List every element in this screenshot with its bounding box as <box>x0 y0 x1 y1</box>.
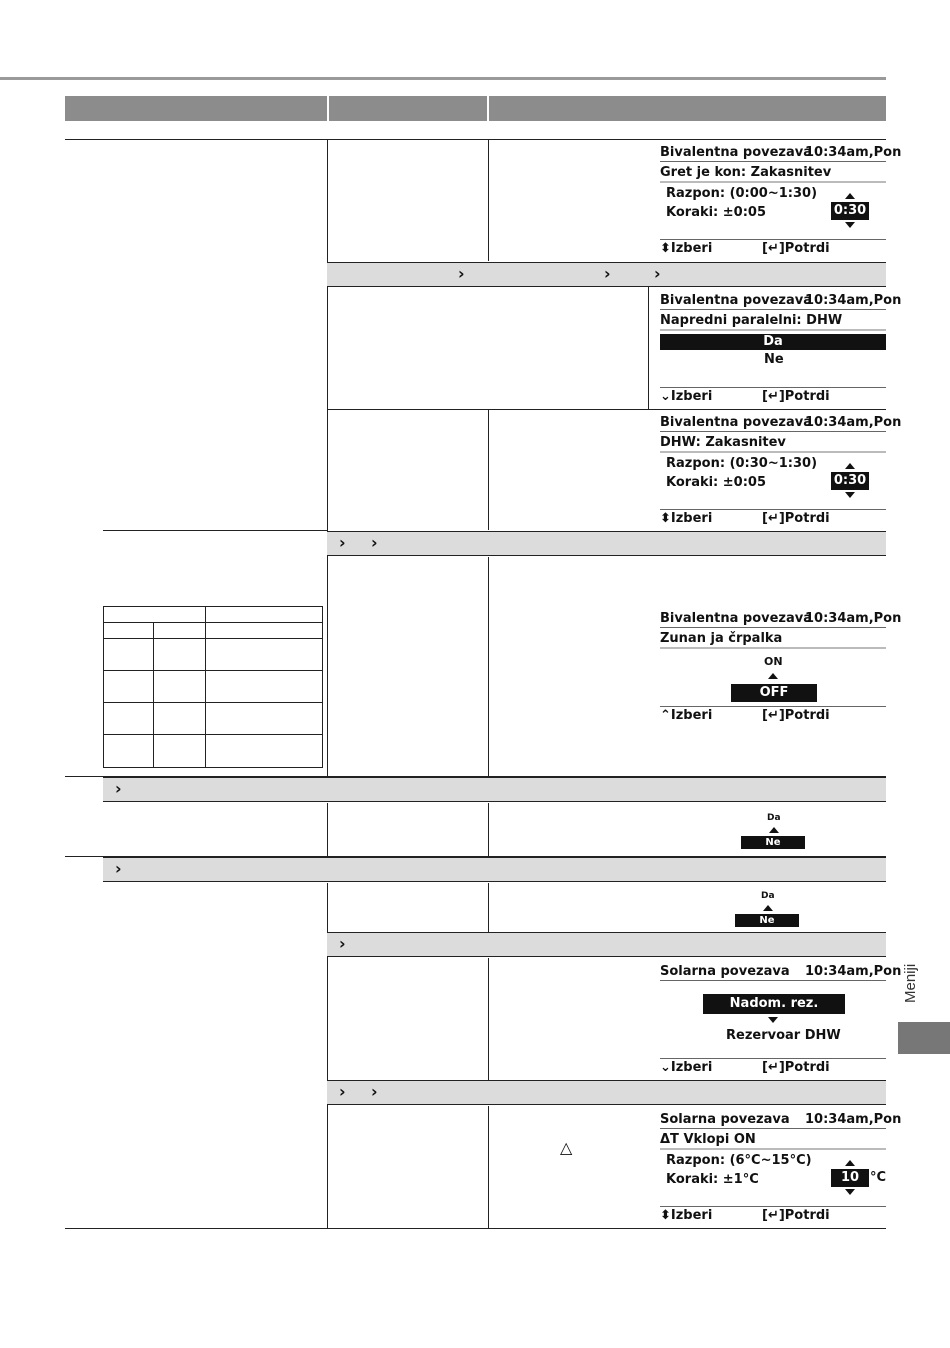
screen-time: 10:34am,Pon <box>805 293 902 308</box>
chevron-right-icon: › <box>371 1082 378 1101</box>
lcd-screen-dhw-zakasnitev <box>660 413 902 531</box>
row-divider <box>327 409 886 410</box>
screen-divider <box>660 161 886 162</box>
table-bottom-rule <box>65 1228 886 1229</box>
screen-subtitle: Napredni paralelni: DHW <box>660 313 843 328</box>
row-divider <box>65 139 886 140</box>
col-divider <box>488 557 489 776</box>
screen-divider <box>660 706 886 707</box>
screen-title: Bivalentna povezava <box>660 415 813 430</box>
step-text: Koraki: ±1°C <box>666 1172 759 1187</box>
confirm-label: [↵]Potrdi <box>762 708 830 723</box>
screen-divider <box>660 239 886 240</box>
value-box[interactable]: 10 <box>831 1169 869 1187</box>
lcd-screen-zunanja-crpalka <box>660 609 902 727</box>
confirm-label: [↵]Potrdi <box>762 241 830 256</box>
value-box[interactable]: 0:30 <box>831 472 869 490</box>
up-arrow-icon <box>768 673 778 679</box>
side-tab-label <box>898 965 950 1015</box>
option-selected[interactable]: Ne <box>741 836 805 849</box>
option-other[interactable]: Da <box>761 891 775 901</box>
table-header-col2 <box>329 96 487 121</box>
col-divider <box>327 139 328 776</box>
col-divider <box>488 883 489 932</box>
unit-label: °C <box>870 1170 887 1185</box>
triangle-symbol: △ <box>560 1138 573 1157</box>
table-header-col3 <box>489 96 886 121</box>
updown-arrow-icon: ⬍ <box>660 1208 671 1223</box>
screen-divider <box>660 431 886 432</box>
down-arrow-icon <box>768 1017 778 1023</box>
confirm-label: [↵]Potrdi <box>762 389 830 404</box>
screen-divider <box>660 1206 886 1207</box>
screen-title: Solarna povezava <box>660 1112 790 1127</box>
up-arrow-icon <box>769 827 779 833</box>
option-other[interactable]: ON <box>764 655 783 668</box>
range-text: Razpon: (0:30~1:30) <box>666 456 818 471</box>
table-header-col1 <box>65 96 327 121</box>
option-selected[interactable]: Ne <box>735 914 799 927</box>
screen-time: 10:34am,Pon <box>805 415 902 430</box>
up-arrow-icon <box>845 1160 855 1166</box>
row-divider <box>103 530 327 531</box>
col-divider <box>488 1106 489 1228</box>
select-label: Izberi <box>670 708 713 723</box>
screen-subtitle: Gret je kon: Zakasnitev <box>660 165 832 180</box>
confirm-label: [↵]Potrdi <box>762 1060 830 1075</box>
select-label: Izberi <box>670 1060 713 1075</box>
select-label: Izberi <box>670 511 713 526</box>
select-label: Izberi <box>670 241 713 256</box>
top-rule <box>0 77 886 80</box>
screen-divider <box>660 509 886 510</box>
updown-arrow-icon: ⬍ <box>660 511 671 526</box>
screen-divider <box>660 980 886 981</box>
down-arrow-icon: ⌄ <box>660 1060 671 1075</box>
inner-table <box>103 606 323 768</box>
screen-time: 10:34am,Pon <box>805 964 902 979</box>
col-divider <box>488 139 489 261</box>
select-footer <box>660 708 712 723</box>
screen-divider <box>660 1128 886 1129</box>
lcd-screen-delta-t-vklopi <box>660 1110 902 1228</box>
col-divider <box>488 803 489 856</box>
option-other[interactable]: Rezervoar DHW <box>726 1028 841 1043</box>
value-box[interactable]: 0:30 <box>831 202 869 220</box>
down-arrow-icon: ⌄ <box>660 389 671 404</box>
screen-subtitle: ΔT Vklopi ON <box>660 1132 756 1147</box>
chevron-right-icon: › <box>339 533 346 552</box>
screen-title: Bivalentna povezava <box>660 145 813 160</box>
up-arrow-icon: ⌃ <box>660 708 671 723</box>
option-selected[interactable]: Nadom. rez. <box>703 994 845 1014</box>
option-selected[interactable]: OFF <box>731 684 817 702</box>
screen-subtitle: DHW: Zakasnitev <box>660 435 786 450</box>
screen-time: 10:34am,Pon <box>805 145 902 160</box>
lcd-screen-solarna-izbira <box>660 962 902 1080</box>
confirm-label: [↵]Potrdi <box>762 511 830 526</box>
down-arrow-icon <box>845 1189 855 1195</box>
select-footer <box>660 1208 712 1223</box>
screen-time: 10:34am,Pon <box>805 611 902 626</box>
lcd-screen-napredni-paralelni <box>660 291 902 409</box>
select-label: Izberi <box>670 389 713 404</box>
chevron-right-icon: › <box>458 264 465 283</box>
option-other[interactable]: Ne <box>764 352 784 367</box>
side-tab-marker <box>898 1022 950 1054</box>
screen-divider <box>660 1148 886 1150</box>
updown-arrow-icon: ⬍ <box>660 241 671 256</box>
screen-time: 10:34am,Pon <box>805 1112 902 1127</box>
chevron-right-icon: › <box>371 533 378 552</box>
screen-title: Bivalentna povezava <box>660 611 813 626</box>
screen-divider <box>660 309 886 310</box>
chevron-right-icon: › <box>339 1082 346 1101</box>
col-divider <box>648 287 649 409</box>
option-other[interactable]: Da <box>767 813 781 823</box>
inner-table-line <box>103 702 322 703</box>
chevron-right-icon: › <box>115 859 122 878</box>
path-band <box>103 857 886 882</box>
col-divider <box>327 803 328 856</box>
range-text: Razpon: (0:00~1:30) <box>666 186 818 201</box>
range-text: Razpon: (6°C~15°C) <box>666 1153 812 1168</box>
inner-table-line <box>205 606 206 767</box>
option-selected[interactable]: Da <box>660 334 886 350</box>
screen-divider <box>660 329 886 331</box>
step-text: Koraki: ±0:05 <box>666 475 767 490</box>
screen-divider <box>660 627 886 628</box>
screen-subtitle: Zunan ja črpalka <box>660 631 783 646</box>
chevron-right-icon: › <box>339 934 346 953</box>
up-arrow-icon <box>763 905 773 911</box>
screen-title: Bivalentna povezava <box>660 293 813 308</box>
path-band <box>103 777 886 802</box>
inner-table-line <box>153 622 154 767</box>
down-arrow-icon <box>845 492 855 498</box>
step-text: Koraki: ±0:05 <box>666 205 767 220</box>
up-arrow-icon <box>845 463 855 469</box>
screen-divider <box>660 1058 886 1059</box>
lcd-screen-gret-zakasnitev <box>660 143 902 261</box>
path-band <box>327 531 886 556</box>
inner-table-line <box>103 622 322 623</box>
select-footer <box>660 389 712 404</box>
chevron-right-icon: › <box>654 264 661 283</box>
side-tab-text: Meniji <box>902 963 919 1003</box>
inner-table-line <box>103 734 322 735</box>
screen-divider <box>660 387 886 388</box>
chevron-right-icon: › <box>115 779 122 798</box>
inner-table-line <box>103 670 322 671</box>
select-footer <box>660 1060 712 1075</box>
screen-title: Solarna povezava <box>660 964 790 979</box>
path-band <box>327 932 886 957</box>
select-footer <box>660 241 712 256</box>
select-label: Izberi <box>670 1208 713 1223</box>
inner-table-line <box>103 638 322 639</box>
path-band <box>327 1080 886 1105</box>
screen-divider <box>660 451 886 453</box>
confirm-label: [↵]Potrdi <box>762 1208 830 1223</box>
chevron-right-icon: › <box>604 264 611 283</box>
up-arrow-icon <box>845 193 855 199</box>
screen-divider <box>660 181 886 183</box>
screen-divider <box>660 647 886 649</box>
col-divider <box>488 958 489 1080</box>
down-arrow-icon <box>845 222 855 228</box>
select-footer <box>660 511 712 526</box>
col-divider <box>488 409 489 530</box>
